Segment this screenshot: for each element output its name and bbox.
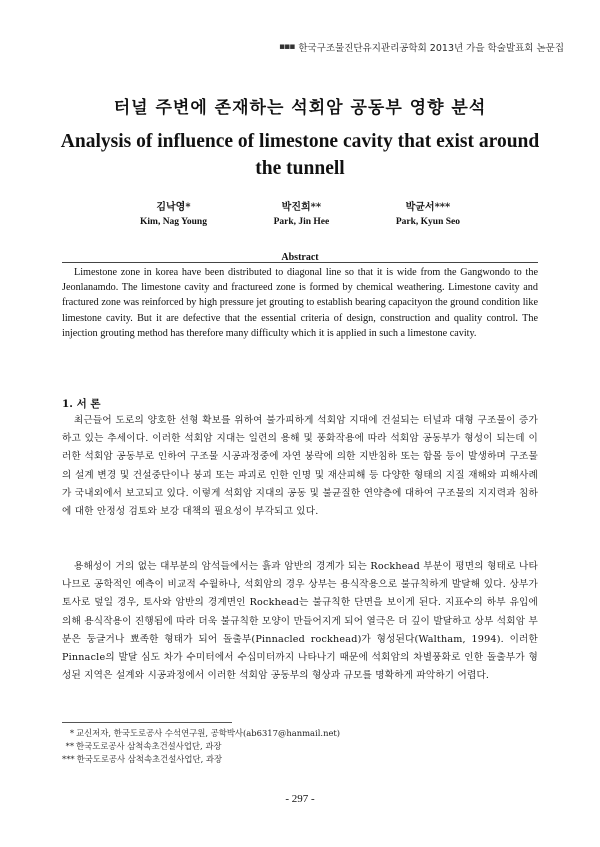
author-name-english: Park, Kyun Seo [395, 217, 460, 227]
section-heading-introduction: 1. 서 론 [62, 398, 101, 410]
footnote-divider [62, 722, 232, 723]
running-header-text: 한국구조물진단유지관리공학회 2013년 가을 학술발표회 논문집 [298, 43, 564, 54]
bullet-squares-icon: ▪▪▪ [279, 42, 295, 52]
author-3 [396, 200, 460, 229]
author-2 [274, 200, 330, 229]
footnote-text: 한국도로공사 삼척속초건설사업단, 과장 [76, 754, 223, 764]
body-paragraph: 용해성이 거의 없는 대부분의 암석들에서는 흙과 암반의 경계가 되는 Rockhead 부분이 평면의 형태로 나타나므로 공학적인 예측이 비교적 수월하나, 석회암의 경우 상부는 용식작용으로 불규칙하게 발달해 있다. 상부가 토사로 덮일 경우, 토사와 암반의 경계면인 Rockhead는 불규칙한 단면을 보이게 된다. 지표수의 하부 유입에 의해 용식작용이 진행됨에 따라 더욱 불규칙한 모양이 만들어지게 되어 열극은 더 깊이 발달하고 상부 석회암 부분은 둥글거나 뾰족한 형태가 되어 돌출부(Pinnacled rockhead)가 형성된다(Waltham, 1994). 이러한 Pinnacle의 발달 심도 차가 수미터에서 수십미터까지 나타나기 때문에 석회암의 차별풍화로 인한 돌출부가 형성된 지역은 설계와 시공과정에서 이러한 석회암 공동부의 형상과 규모를 명확하게 파악하기 어렵다. [62, 561, 538, 682]
author-name-english: Kim, Nag Young [140, 217, 207, 227]
author-name-english: Park, Jin Hee [273, 217, 330, 227]
footnote-text: 한국도로공사 삼척속초건설사업단, 과장 [76, 741, 222, 751]
footnote-mark: * [69, 728, 74, 738]
abstract-title: Abstract [281, 252, 319, 263]
author-name-korean: 박균서*** [405, 202, 451, 213]
footnote-3 [62, 753, 538, 766]
running-header [279, 40, 564, 54]
body-paragraph: 최근들어 도로의 양호한 선형 확보를 위하여 불가피하게 석회암 지대에 건설되는 터널과 대형 구조물이 증가하고 있는 추세이다. 이러한 석회암 지대는 일련의 용해 및 풍화작용에 따라 석회암 공동부가 형성이 되는데 이러한 석회암 공동부로 인하여 구조물 시공과정중에 자연 붕락에 의한 지반침하 또는 함몰 등이 발생하며 구조물의 설계 변경 및 건설중단이나 붕괴 또는 파괴로 인한 인명 및 재산피해 등 다양한 형태의 지질 재해와 피해사례가 국내외에서 보고되고 있다. 이렇게 석회암 지대의 공동 및 불균질한 연약층에 대하여 구조물의 지지력과 침하에 대한 안정성 검토와 보강 대책의 필요성이 부각되고 있다. [62, 415, 538, 518]
abstract-divider [62, 262, 538, 263]
title-english: Analysis of influence of limestone cavity that exist around the tunnell [60, 131, 540, 179]
author-1 [140, 200, 207, 229]
footnote-text: 교신저자, 한국도로공사 수석연구원, 공학박사(ab6317@hanmail.net) [76, 728, 341, 738]
footnote-mark: ** [65, 741, 74, 751]
author-name-korean: 박진희** [281, 202, 322, 213]
author-name-korean: 김낙영* [156, 202, 191, 213]
abstract-text: Limestone zone in korea have been distributed to diagonal line so that it is wide from the Gangwondo to the Jeonlanamdo. The limestone cavity and fractureed zone is formed by chemical weathering. Limestone cavity and fractured zone was reinforced by high pressure jet grouting to establish bearing capacityon the ground condition like limestone cavity. But it are defective that the essential criteria of design, construction and quality control. The injection grouting method has therefore many difficulty which it is applied in such a limestone cavity. [62, 267, 538, 339]
footnote-2 [62, 740, 538, 753]
title-korean: 터널 주변에 존재하는 석회암 공동부 영향 분석 [113, 98, 487, 118]
footnote-mark: *** [62, 754, 75, 764]
footnote-1 [62, 727, 538, 740]
page-number: - 297 - [285, 793, 315, 805]
footnotes [62, 727, 538, 766]
author-list [140, 200, 460, 229]
